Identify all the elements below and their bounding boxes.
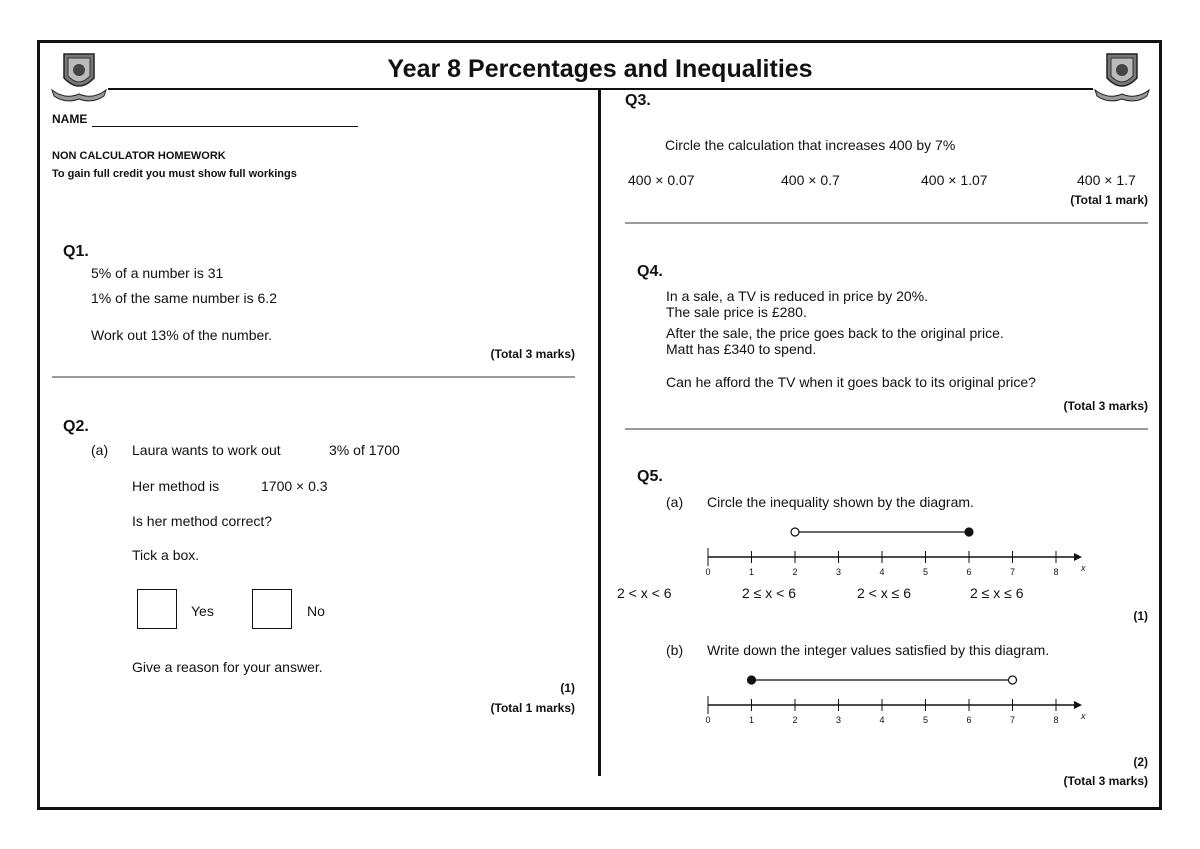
q4-line3: After the sale, the price goes back to the original price. bbox=[666, 325, 1004, 341]
q1-number: Q1. bbox=[63, 243, 89, 260]
line-b-tick-label-6: 6 bbox=[966, 715, 972, 725]
q2-number: Q2. bbox=[63, 418, 89, 435]
q5-number: Q5. bbox=[637, 468, 663, 485]
line-a-tick-label-5: 5 bbox=[922, 567, 929, 577]
no-label: No bbox=[307, 603, 325, 619]
q2-line1b: 3% of 1700 bbox=[329, 442, 400, 458]
line-a-tick-label-1: 1 bbox=[748, 567, 755, 577]
homework-type: NON CALCULATOR HOMEWORK bbox=[52, 150, 226, 162]
line-b-tick-label-5: 5 bbox=[922, 715, 929, 725]
q2-reason: Give a reason for your answer. bbox=[132, 659, 323, 675]
column-divider bbox=[598, 90, 601, 776]
q2-line1a: Laura wants to work out bbox=[132, 442, 281, 458]
name-field[interactable] bbox=[92, 126, 358, 127]
line-b-arrow bbox=[1074, 701, 1082, 709]
line-b-tick-label-2: 2 bbox=[792, 715, 798, 725]
line-a-tick-label-7: 7 bbox=[1009, 567, 1016, 577]
q5-marks-a: (1) bbox=[1133, 609, 1148, 623]
yes-checkbox[interactable] bbox=[137, 589, 177, 629]
line-b-start-point bbox=[748, 676, 756, 684]
line-b-tick-label-1: 1 bbox=[748, 715, 755, 725]
line-a-tick-label-6: 6 bbox=[966, 567, 972, 577]
q4-line5: Can he afford the TV when it goes back to its original price? bbox=[666, 374, 1036, 390]
q1-line1: 5% of a number is 31 bbox=[91, 265, 224, 281]
q2-part-a: (a) bbox=[91, 442, 109, 458]
line-b-tick-label-0: 0 bbox=[705, 715, 711, 725]
line-a-tick-label-4: 4 bbox=[879, 567, 885, 577]
line-b-axis-var: x bbox=[1081, 711, 1086, 721]
q4-divider bbox=[625, 428, 1148, 430]
q5-part-a: (a) bbox=[666, 494, 684, 510]
line-a-tick-label-3: 3 bbox=[835, 567, 842, 577]
q5-option-3[interactable]: 2 < x ≤ 6 bbox=[857, 585, 911, 601]
q4-line2: The sale price is £280. bbox=[666, 304, 807, 320]
q5-part-b: (b) bbox=[666, 642, 684, 658]
q1-divider bbox=[52, 376, 575, 378]
q2-line3: Is her method correct? bbox=[132, 513, 273, 529]
page-title: Year 8 Percentages and Inequalities bbox=[387, 55, 813, 83]
name-label: NAME bbox=[52, 112, 88, 126]
q4-number: Q4. bbox=[637, 263, 663, 280]
instruction: To gain full credit you must show full workings bbox=[52, 168, 297, 180]
line-b-tick-label-3: 3 bbox=[835, 715, 842, 725]
q3-option-2[interactable]: 400 × 0.7 bbox=[781, 172, 840, 188]
line-a-arrow bbox=[1074, 553, 1082, 561]
q4-line4: Matt has £340 to spend. bbox=[666, 341, 817, 357]
q3-option-1[interactable]: 400 × 0.07 bbox=[628, 172, 695, 188]
q3-prompt: Circle the calculation that increases 400 by 7% bbox=[665, 137, 956, 153]
q2-part-marks: (1) bbox=[560, 681, 575, 695]
q5-prompt-a: Circle the inequality shown by the diagram. bbox=[707, 494, 974, 510]
q5-option-4[interactable]: 2 ≤ x ≤ 6 bbox=[970, 585, 1024, 601]
line-a-tick-label-0: 0 bbox=[705, 567, 711, 577]
yes-label: Yes bbox=[191, 603, 214, 619]
q3-option-4[interactable]: 400 × 1.7 bbox=[1077, 172, 1136, 188]
q2-line2b: 1700 × 0.3 bbox=[261, 478, 328, 494]
number-line-b bbox=[700, 668, 1090, 730]
q1-total: (Total 3 marks) bbox=[490, 347, 575, 361]
q5-total: (Total 3 marks) bbox=[1063, 774, 1148, 788]
line-b-end-point bbox=[1009, 676, 1017, 684]
q3-divider bbox=[625, 222, 1148, 224]
line-a-start-point bbox=[791, 528, 799, 536]
q4-line1: In a sale, a TV is reduced in price by 20%. bbox=[666, 288, 928, 304]
q2-line4: Tick a box. bbox=[132, 547, 200, 563]
q5-prompt-b: Write down the integer values satisfied by this diagram. bbox=[707, 642, 1050, 658]
q5-marks-b: (2) bbox=[1133, 755, 1148, 769]
q4-total: (Total 3 marks) bbox=[1063, 399, 1148, 413]
line-a-tick-label-8: 8 bbox=[1053, 567, 1059, 577]
line-a-axis-var: x bbox=[1081, 563, 1086, 573]
line-b-tick-label-7: 7 bbox=[1009, 715, 1016, 725]
q2-line2a: Her method is bbox=[132, 478, 220, 494]
no-checkbox[interactable] bbox=[252, 589, 292, 629]
line-a-end-point bbox=[965, 528, 973, 536]
q3-number: Q3. bbox=[625, 92, 651, 109]
q1-line2: 1% of the same number is 6.2 bbox=[91, 290, 277, 306]
q3-total: (Total 1 mark) bbox=[1070, 193, 1148, 207]
line-b-tick-label-4: 4 bbox=[879, 715, 885, 725]
q3-option-3[interactable]: 400 × 1.07 bbox=[921, 172, 988, 188]
line-b-tick-label-8: 8 bbox=[1053, 715, 1059, 725]
q5-option-1[interactable]: 2 < x < 6 bbox=[617, 585, 672, 601]
q5-option-2[interactable]: 2 ≤ x < 6 bbox=[742, 585, 796, 601]
q1-line3: Work out 13% of the number. bbox=[91, 327, 273, 343]
number-line-a bbox=[700, 520, 1090, 582]
line-a-tick-label-2: 2 bbox=[792, 567, 798, 577]
q2-total: (Total 1 marks) bbox=[490, 701, 575, 715]
